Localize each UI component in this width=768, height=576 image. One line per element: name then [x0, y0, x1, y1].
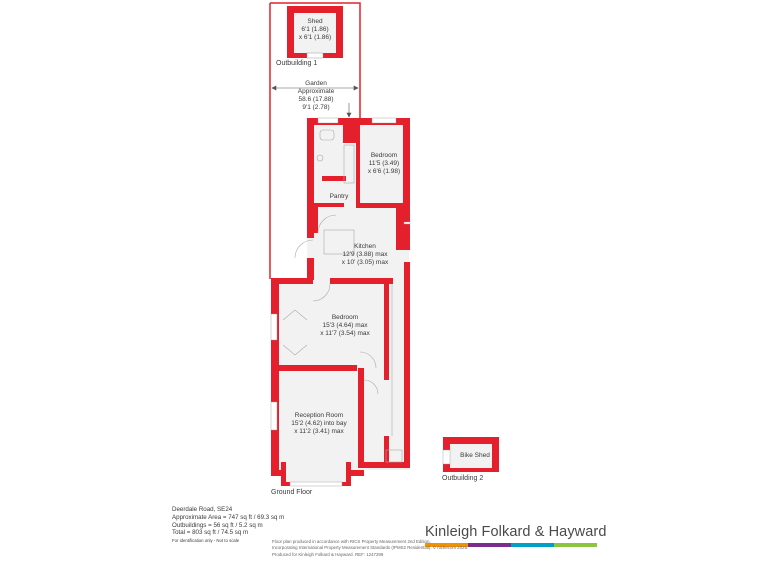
shed-dim1: 6'1 (1.86): [301, 26, 329, 33]
bedroom-main-dim2: x 11'7 (3.54) max: [320, 330, 370, 337]
reception-label: [286, 412, 352, 436]
kitchen-label: [334, 243, 396, 267]
legal-line-3: Produced for Kinleigh Folkard & Hayward. REF: 1247299: [272, 551, 384, 557]
reception-dim1: 15'2 (4.62) into bay: [291, 420, 347, 427]
legal-line-1: Floor plan produced in accordance with RICS Property Measurement 2nd Edition,: [272, 539, 431, 544]
brand-logo: Kinleigh Folkard & Hayward: [425, 524, 607, 540]
bedroom-rear-dim2: x 6'6 (1.98): [367, 168, 401, 175]
legal-notice: [272, 539, 468, 558]
bedroom-main-dim1: 15'3 (4.64) max: [322, 322, 368, 329]
bedroom-rear-name: Bedroom: [370, 152, 398, 159]
garden-approx: Approximate: [297, 88, 335, 95]
reception-name: Reception Room: [294, 412, 344, 419]
outbuildings-area: Outbuildings = 56 sq ft / 5.2 sq m: [172, 521, 263, 529]
identification-note: For identification only - Not to scale: [172, 538, 240, 544]
legal-line-2: Incorporating International Property Measurement Standards (IPMS2 Residential). © nichecom 2025.: [272, 545, 469, 551]
pantry-label: [324, 193, 354, 201]
shed-dim2: x 6'1 (1.86): [298, 34, 332, 41]
brand-bar-purple: [468, 543, 511, 547]
garden-name: Garden: [305, 80, 327, 87]
outbuilding-1-caption: Outbuilding 1: [276, 60, 318, 67]
bedroom-main-name: Bedroom: [331, 314, 359, 321]
bike-shed-name: Bike Shed: [460, 452, 490, 459]
bedroom-rear-dim1: 11'5 (3.49): [368, 160, 400, 167]
outbuilding-2-caption: Outbuilding 2: [442, 475, 484, 482]
garden-dim1: 58.6 (17.88): [298, 96, 334, 103]
shed-label: [294, 18, 336, 42]
brand-bar-blue: [511, 543, 554, 547]
address: Deerdale Road, SE24: [172, 506, 233, 513]
ground-floor-caption: Ground Floor: [271, 489, 313, 496]
bike-shed-label: [454, 452, 496, 460]
approximate-area: Approximate Area = 747 sq ft / 69.3 sq m: [172, 513, 285, 521]
garden-dim2: 9'1 (2.78): [302, 104, 330, 111]
kitchen-dim2: x 10' (3.05) max: [341, 259, 389, 266]
garden-label: [280, 80, 352, 112]
bedroom-main-label: [312, 314, 378, 338]
pantry-name: Pantry: [329, 193, 349, 200]
total-area: Total = 803 sq ft / 74.5 sq m: [172, 529, 249, 537]
reception-dim2: x 11'2 (3.41) max: [294, 428, 344, 435]
brand-bar-green: [554, 543, 597, 547]
kitchen-name: Kitchen: [354, 243, 376, 250]
bedroom-rear-label: [362, 152, 406, 176]
property-info: [172, 506, 284, 544]
kitchen-dim1: 12'9 (3.88) max: [342, 251, 388, 258]
shed-name: Shed: [307, 18, 323, 25]
